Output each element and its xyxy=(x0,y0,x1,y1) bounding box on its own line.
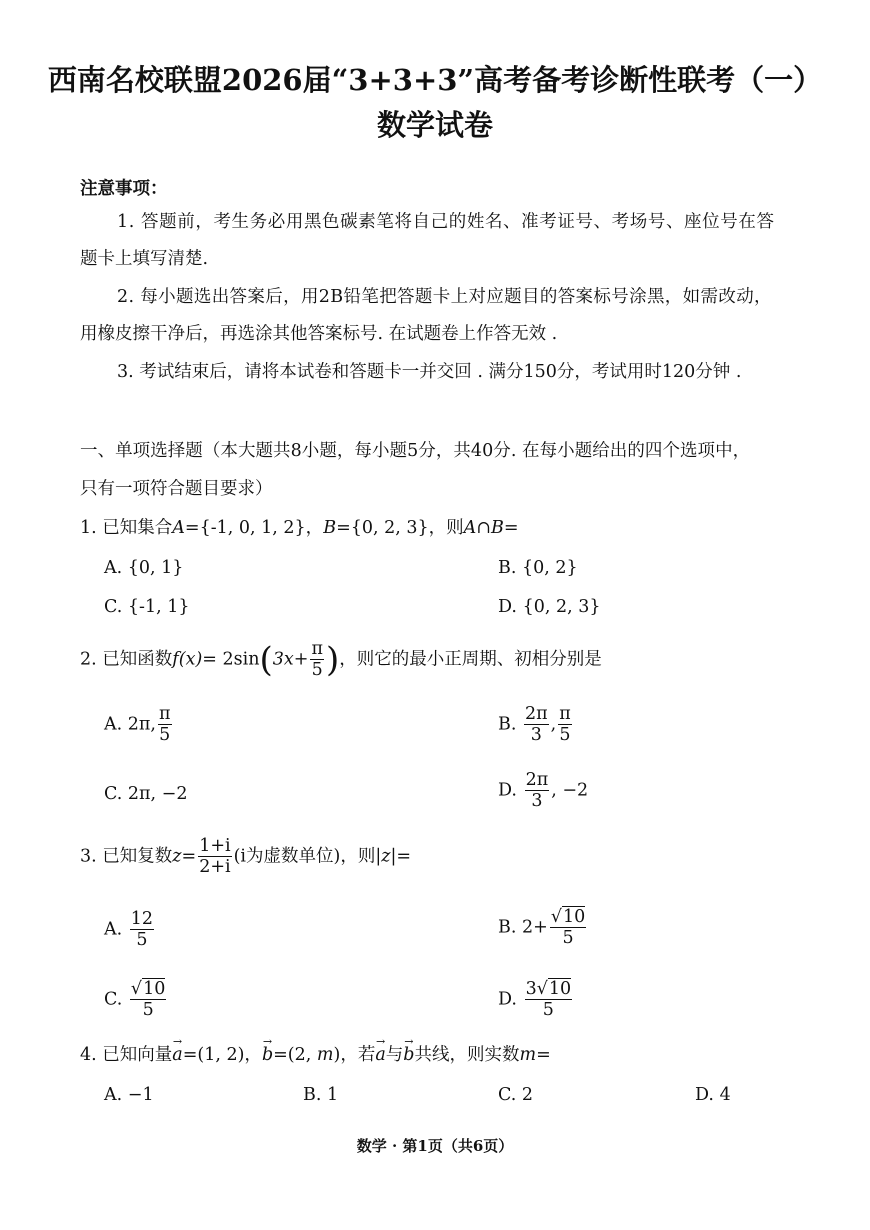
q3-option-b xyxy=(498,908,588,948)
option-value: 1 xyxy=(327,1085,339,1105)
option-label: C. xyxy=(104,989,123,1010)
equals: = xyxy=(181,846,197,867)
notice-item-1-line-1: 1. 答题前，考生务必用黑色碳素笔将自己的姓名、准考证号、考场号、座位号在答 xyxy=(117,212,775,232)
vector-b: → b xyxy=(403,1047,414,1065)
q1-option-a xyxy=(104,560,183,578)
radical-sign: √ xyxy=(536,979,548,999)
q2-option-b xyxy=(498,705,574,745)
option-label: C. xyxy=(104,784,123,804)
question-number: 4. xyxy=(80,1045,97,1065)
stem-text: 已知集合 xyxy=(102,518,173,538)
radicand: 10 xyxy=(143,979,166,999)
vector-a: → a xyxy=(375,1047,385,1065)
option-label: B. xyxy=(303,1085,322,1105)
radicand: 10 xyxy=(562,907,586,927)
section-heading-line-1: 一、单项选择题（本大题共8小题，每小题5分，共40分. 在每小题给出的四个选项中， xyxy=(80,441,751,461)
question-number: 1. xyxy=(80,518,97,538)
equals: = xyxy=(503,518,519,538)
fraction xyxy=(525,771,550,811)
denominator: 3 xyxy=(530,725,542,746)
option-label: A. xyxy=(104,919,123,940)
q4-option-c xyxy=(498,1087,533,1105)
stem-end: = xyxy=(396,846,412,867)
denominator: 5 xyxy=(311,660,323,681)
exam-title: 西南名校联盟2026届“3+3+3”高考备考诊断性联考（一） xyxy=(47,63,823,97)
option-value: {0, 2} xyxy=(522,558,578,578)
fraction xyxy=(310,640,324,680)
option-label: C. xyxy=(498,1085,517,1105)
q2-option-c xyxy=(104,786,187,804)
var-z: z xyxy=(172,846,182,867)
denominator: 5 xyxy=(559,725,571,746)
func-arg: (x) xyxy=(178,649,203,670)
vector-b-value-post: )，若 xyxy=(333,1045,376,1065)
left-paren: ( xyxy=(259,639,273,680)
set-a: ={-1, 0, 1, 2}， xyxy=(184,518,324,538)
option-label: D. xyxy=(498,780,517,801)
option-value: 2π, −2 xyxy=(127,784,188,804)
stem-text-post: ，则它的最小正周期、初相分别是 xyxy=(339,649,602,670)
fraction xyxy=(130,910,154,950)
denominator: 3 xyxy=(531,791,543,812)
q3-option-a xyxy=(104,910,156,950)
vector-b: → b xyxy=(262,1047,273,1065)
question-2-stem xyxy=(80,640,602,680)
notice-item-2-line-1: 2. 每小题选出答案后，用2B铅笔把答题卡上对应题目的答案标号涂黑，如需改动， xyxy=(117,287,772,307)
radical-sign: √ xyxy=(130,979,143,999)
option-value: 2+ xyxy=(522,917,548,938)
notice-item-1-line-2: 题卡上填写清楚. xyxy=(80,249,209,269)
numerator: 1+i xyxy=(199,836,231,856)
denominator: 5 xyxy=(159,725,171,746)
stem-text: 已知复数 xyxy=(102,846,173,867)
stem-text: 已知函数 xyxy=(102,649,173,670)
q1-option-c xyxy=(104,599,190,617)
expr-b: B xyxy=(490,518,504,538)
exam-subject-title: 数学试卷 xyxy=(376,108,493,142)
q1-option-b xyxy=(498,560,578,578)
cap-symbol: ∩ xyxy=(476,518,491,538)
option-value: 2π, xyxy=(127,714,156,735)
argument: 3x+ xyxy=(272,649,309,670)
separator: , xyxy=(550,714,557,735)
notice-item-2-line-2: 用橡皮擦干净后，再选涂其他答案标号. 在试题卷上作答无效 . xyxy=(80,324,558,344)
var-b: B xyxy=(323,518,337,538)
numerator: 2π xyxy=(525,704,548,724)
page-footer: 数学 · 第1页（共6页） xyxy=(356,1137,514,1155)
func-name: f xyxy=(172,649,179,670)
option-label: D. xyxy=(498,597,517,617)
numerator: π xyxy=(559,704,571,724)
vector-a-value: =(1, 2)， xyxy=(182,1045,262,1065)
var-m: m xyxy=(519,1045,537,1065)
numerator xyxy=(525,980,573,1000)
option-label: A. xyxy=(104,1085,123,1105)
q2-option-a xyxy=(104,705,174,745)
denominator: 5 xyxy=(142,1000,154,1021)
abs-z: |z| xyxy=(375,846,397,867)
q2-option-d xyxy=(498,771,588,811)
stem-text-mid: (i为虚数单位)，则 xyxy=(233,846,376,867)
fraction xyxy=(130,980,166,1020)
option-value: −1 xyxy=(127,1085,154,1105)
q4-option-a xyxy=(104,1087,154,1105)
vector-b-value-pre: =(2, xyxy=(273,1045,317,1065)
option-label: B. xyxy=(498,917,517,938)
q1-option-d xyxy=(498,599,600,617)
numerator: π xyxy=(158,704,171,724)
numerator: 2π xyxy=(525,770,549,790)
question-1-stem xyxy=(80,520,519,538)
question-3-stem xyxy=(80,837,411,877)
set-b: ={0, 2, 3}，则 xyxy=(336,518,464,538)
numerator xyxy=(550,908,586,928)
option-label: B. xyxy=(498,558,517,578)
question-4-stem xyxy=(80,1047,551,1065)
var-a: A xyxy=(172,518,185,538)
numerator: π xyxy=(311,639,323,659)
func-eq: = 2sin xyxy=(202,649,260,670)
notice-item-3: 3. 考试结束后，请将本试卷和答题卡一并交回 . 满分150分，考试用时120分钟 . xyxy=(117,362,742,382)
option-value: , −2 xyxy=(551,780,589,801)
question-number: 2. xyxy=(80,649,97,670)
radical-sign: √ xyxy=(550,907,562,927)
denominator: 5 xyxy=(542,1000,554,1021)
stem-text-post: 共线，则实数 xyxy=(414,1045,520,1065)
equals: = xyxy=(536,1045,551,1065)
coefficient: 3 xyxy=(525,979,537,999)
notice-heading: 注意事项： xyxy=(80,179,168,199)
option-label: C. xyxy=(104,597,123,617)
numerator xyxy=(130,980,166,1000)
option-value: {0, 2, 3} xyxy=(522,597,601,617)
option-label: D. xyxy=(498,989,517,1010)
option-value: 4 xyxy=(719,1085,731,1105)
stem-text: 已知向量 xyxy=(102,1045,173,1065)
denominator: 5 xyxy=(562,928,574,949)
option-value: 2 xyxy=(521,1085,534,1105)
radicand: 10 xyxy=(548,979,572,999)
with-text: 与 xyxy=(385,1045,404,1065)
fraction xyxy=(524,705,549,745)
option-label: D. xyxy=(695,1085,714,1105)
expr-a: A xyxy=(463,518,477,538)
fraction xyxy=(158,705,172,745)
option-label: A. xyxy=(104,714,123,735)
right-paren: ) xyxy=(325,639,340,680)
denominator: 2+i xyxy=(199,857,231,878)
denominator: 5 xyxy=(136,930,148,951)
fraction xyxy=(558,705,572,745)
option-value: {0, 1} xyxy=(127,558,184,578)
numerator: 12 xyxy=(130,909,154,929)
q4-option-b xyxy=(303,1087,338,1105)
option-label: B. xyxy=(498,714,517,735)
q3-option-d xyxy=(498,980,574,1020)
q3-option-c xyxy=(104,980,168,1020)
var-m: m xyxy=(316,1045,334,1065)
fraction xyxy=(550,908,586,948)
fraction xyxy=(525,980,573,1020)
fraction xyxy=(198,837,231,877)
option-label: A. xyxy=(104,558,123,578)
q4-option-d xyxy=(695,1087,731,1105)
vector-a: → a xyxy=(172,1047,182,1065)
option-value: {-1, 1} xyxy=(127,597,190,617)
section-heading-line-2: 只有一项符合题目要求） xyxy=(80,479,273,499)
question-number: 3. xyxy=(80,846,97,867)
